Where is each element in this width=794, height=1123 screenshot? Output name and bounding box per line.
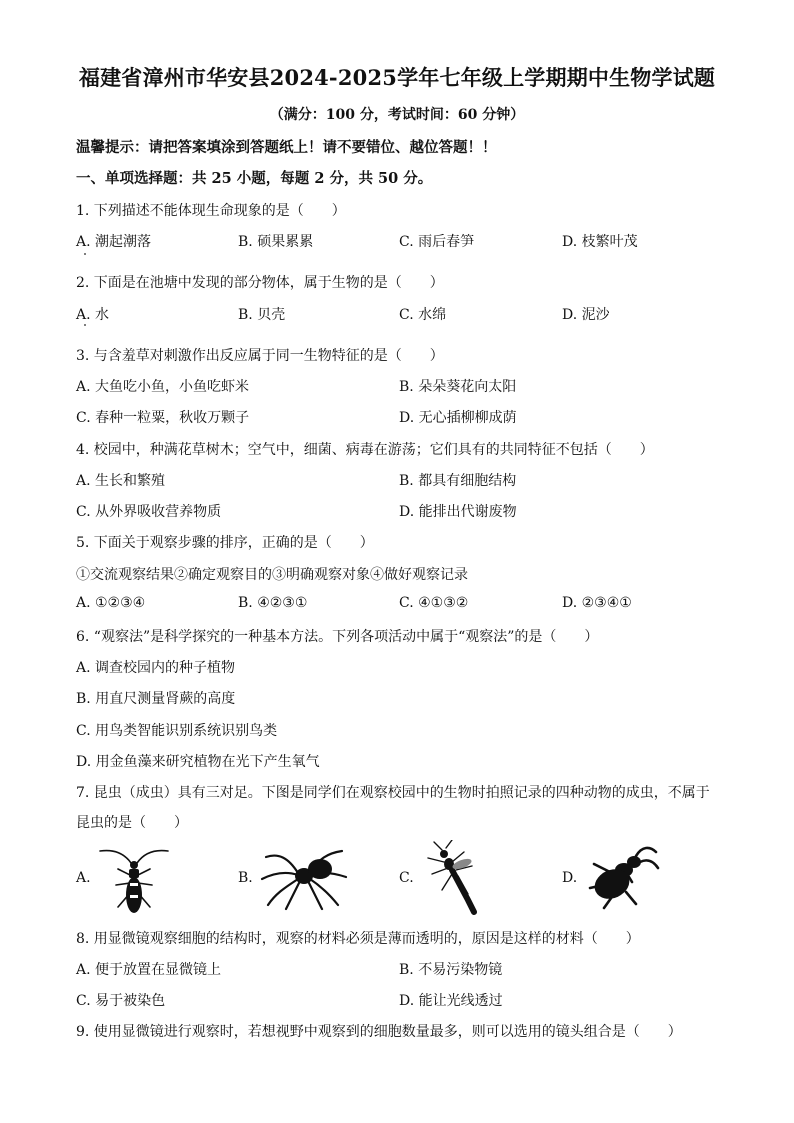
tip-line: 温馨提示：请把答案填涂到答题纸上！请不要错位、越位答题！！: [76, 139, 497, 156]
q3-option-c: C. 春种一粒粟，秋收万颗子: [76, 410, 250, 426]
stray-dot: [84, 324, 86, 326]
exam-title: 福建省漳州市华安县2024-2025学年七年级上学期期中生物学试题: [78, 65, 716, 90]
q8-option-b: B. 不易污染物镜: [399, 962, 503, 978]
q7-option-a: A.: [76, 870, 91, 886]
q2-option-a: A. 水: [76, 307, 110, 323]
q7-option-d: D.: [562, 870, 578, 886]
q5-option-d: D. ②③④①: [562, 595, 632, 611]
stag-beetle-icon: [580, 842, 662, 914]
q2-option-d: D. 泥沙: [562, 307, 610, 323]
question-5-stem: 5. 下面关于观察步骤的排序，正确的是（ ）: [76, 535, 374, 551]
longhorn-beetle-icon: [94, 845, 174, 917]
question-4-stem: 4. 校园中，种满花草树木；空气中，细菌、病毒在游荡；它们具有的共同特征不包括（ ）: [76, 442, 654, 458]
question-2-stem: 2. 下面是在池塘中发现的部分物体，属于生物的是（ ）: [76, 275, 444, 291]
question-1-stem: 1. 下列描述不能体现生命现象的是（ ）: [76, 203, 346, 219]
q4-option-b: B. 都具有细胞结构: [399, 473, 517, 489]
question-7-stem: 7. 昆虫（成虫）具有三对足。下图是同学们在观察校园中的生物时拍照记录的四种动物的成虫，不属于: [76, 785, 710, 801]
question-7-stem-cont: 昆虫的是（ ）: [76, 815, 188, 831]
question-8-stem: 8. 用显微镜观察细胞的结构时，观察的材料必须是薄而透明的，原因是这样的材料（ ）: [76, 931, 640, 947]
q8-option-c: C. 易于被染色: [76, 993, 166, 1009]
q3-option-b: B. 朵朵葵花向太阳: [399, 379, 517, 395]
q3-option-d: D. 无心插柳柳成荫: [399, 410, 517, 426]
q5-option-b: B. ④②③①: [238, 595, 308, 611]
q7-option-c: C.: [399, 870, 414, 886]
q8-option-d: D. 能让光线透过: [399, 993, 503, 1009]
question-5-steps: ①交流观察结果②确定观察目的③明确观察对象④做好观察记录: [76, 567, 468, 583]
spider-icon: [258, 843, 350, 911]
q6-option-d: D. 用金鱼藻来研究植物在光下产生氧气: [76, 754, 320, 770]
q6-option-b: B. 用直尺测量肾蕨的高度: [76, 691, 236, 707]
q5-option-c: C. ④①③②: [399, 595, 469, 611]
q2-option-c: C. 水绵: [399, 307, 447, 323]
q1-option-d: D. 枝繁叶茂: [562, 234, 638, 250]
section-heading: 一、单项选择题：共 25 小题，每题 2 分，共 50 分。: [76, 170, 433, 187]
question-9-stem: 9. 使用显微镜进行观察时，若想视野中观察到的细胞数量最多，则可以选用的镜头组合是（ ）: [76, 1024, 682, 1040]
q5-option-a: A. ①②③④: [76, 595, 146, 611]
q4-option-a: A. 生长和繁殖: [76, 473, 166, 489]
question-6-stem: 6. “观察法”是科学探究的一种基本方法。下列各项活动中属于“观察法”的是（ ）: [76, 629, 599, 645]
question-3-stem: 3. 与含羞草对刺激作出反应属于同一生物特征的是（ ）: [76, 348, 444, 364]
q3-option-a: A. 大鱼吃小鱼，小鱼吃虾米: [76, 379, 250, 395]
q1-option-c: C. 雨后春笋: [399, 234, 475, 250]
stray-dot: [84, 253, 86, 255]
q4-option-c: C. 从外界吸收营养物质: [76, 504, 222, 520]
exam-subtitle: （满分：100 分，考试时间：60 分钟）: [269, 107, 525, 123]
q1-option-a: A. 潮起潮落: [76, 234, 152, 250]
wasp-icon: [418, 840, 490, 916]
q6-option-a: A. 调查校园内的种子植物: [76, 660, 236, 676]
q8-option-a: A. 便于放置在显微镜上: [76, 962, 222, 978]
q6-option-c: C. 用鸟类智能识别系统识别鸟类: [76, 723, 278, 739]
q2-option-b: B. 贝壳: [238, 307, 286, 323]
q1-option-b: B. 硕果累累: [238, 234, 314, 250]
q4-option-d: D. 能排出代谢废物: [399, 504, 517, 520]
q7-option-b: B.: [238, 870, 253, 886]
